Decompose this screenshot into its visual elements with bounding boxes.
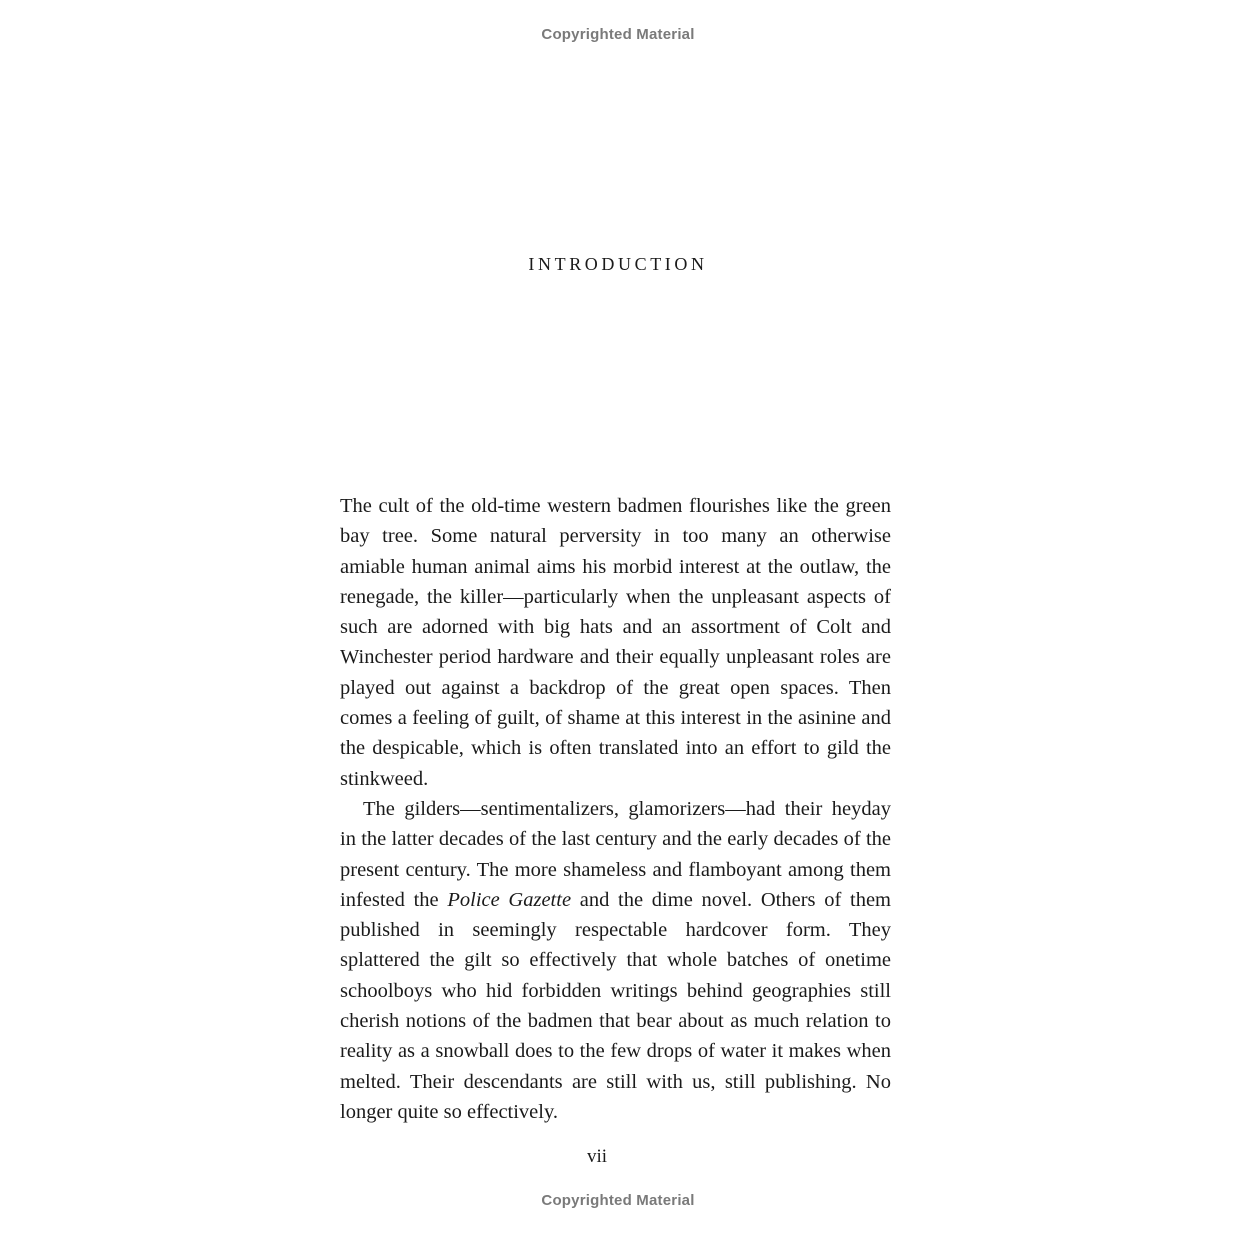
paragraph-2: [340, 794, 891, 1127]
paragraph-2-end: and the dime novel. Others of them published in seemingly respectable hardcover form. They splattered the gilt so effectively that whole batches of onetime schoolboys who hid forbidden writings behind geographies still cherish notions of the badmen that bear about as much relation to reality as a snowball does to the few drops of water it makes when melted. Their descendants are still with us, still publishing. No longer quite so effectively.: [340, 888, 891, 1123]
copyright-watermark-bottom: Copyrighted Material: [541, 1192, 695, 1209]
body-text: [340, 491, 891, 1127]
copyright-watermark-top: Copyrighted Material: [541, 26, 695, 43]
publication-title: Police Gazette: [447, 888, 572, 911]
paragraph-2-start: The gilders—sentimentalizers, glamorizers—had their heyday in the latter decades of the last century and the early decades of the present century. The more shameless and flamboyant among them infested the: [340, 797, 891, 911]
page-number: vii: [586, 1146, 608, 1167]
paragraph-1: The cult of the old-time western badmen flourishes like the green bay tree. Some natural perversity in too many an otherwise amiable human animal aims his morbid interest at the outlaw, the renegade, the killer—particularly when the unpleasant aspects of such are adorned with big hats and an assortment of Colt and Winchester period hardware and their equally unpleasant roles are played out against a backdrop of the great open spaces. Then comes a feeling of guilt, of shame at this interest in the asinine and the despicable, which is often translated into an effort to gild the stinkweed.: [340, 495, 891, 790]
chapter-heading: INTRODUCTION: [528, 254, 708, 274]
